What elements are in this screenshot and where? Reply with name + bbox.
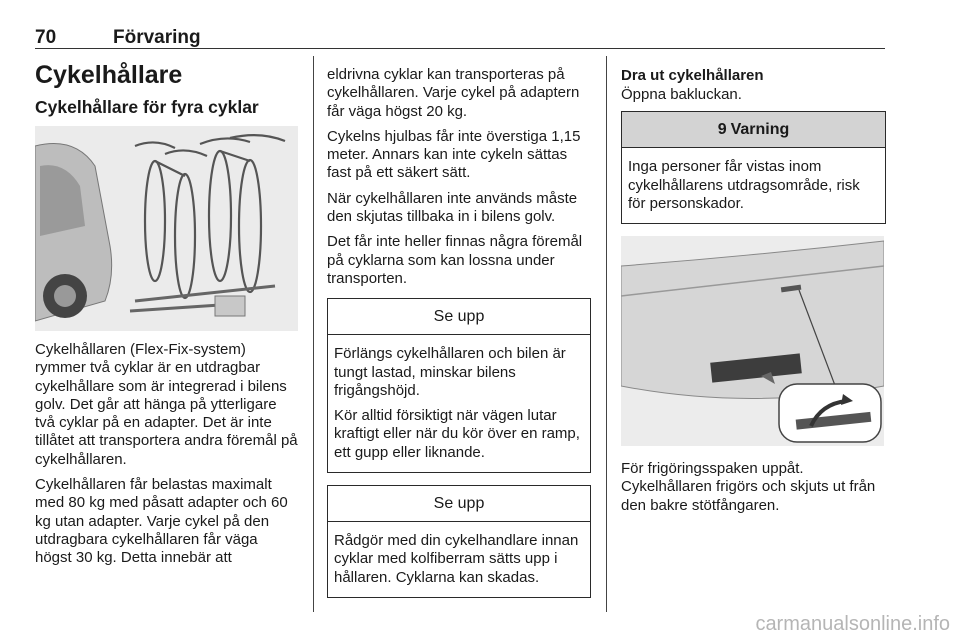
subheading-four-bikes: Cykelhållare för fyra cyklar (35, 97, 259, 117)
page-header (35, 27, 201, 49)
caution-title: Se upp (328, 299, 590, 335)
caution-box (327, 298, 591, 473)
subheading-pull-out: Dra ut cykelhållaren (621, 67, 764, 84)
body-paragraph: eldrivna cyklar kan transporteras på cykelhållaren. Varje cykel på adaptern får väga högst 20 kg. (327, 66, 580, 120)
watermark: carmanualsonline.info (755, 613, 950, 635)
bike-carrier-illustration (35, 126, 298, 331)
caution-text: Förlängs cykelhållaren och bilen är tungt lastad, minskar bilens frigångshöjd. (334, 345, 566, 399)
body-paragraph: Öppna bakluckan. (621, 86, 742, 103)
body-paragraph: Det får inte heller finnas några föremål på cyklarna som kan lossna under transporten. (327, 233, 583, 287)
column-3 (621, 56, 886, 522)
column-2 (327, 56, 591, 610)
warning-box (621, 111, 886, 224)
body-paragraph: För frigöringsspaken uppåt. Cykelhållaren frigörs och skjuts ut från den bakre stötfångaren. (621, 460, 876, 514)
page-title: Cykelhållare (35, 61, 183, 89)
bike-carrier-figure (35, 126, 298, 331)
caution-text: Kör alltid försiktigt när vägen lutar kraftigt eller när du kör över en ramp, ett gupp eller liknande. (334, 407, 580, 461)
body-paragraph: Cykelhållaren får belastas maximalt med 80 kg med påsatt adapter och 60 kg utan adapter. Varje cykel på den utdragbara cykelhållaren får väga högst 30 kg. Detta innebär att (35, 476, 288, 567)
caution-text: Rådgör med din cykelhandlare innan cyklar med kolfiberram sätts upp i hållaren. Cyklarna kan skadas. (334, 532, 579, 586)
warning-triangle-icon: 9 (717, 121, 727, 139)
page-number: 70 (35, 27, 57, 48)
warning-text: Inga personer får vistas inom cykelhållarens utdragsområde, risk för personskador. (628, 158, 860, 212)
body-paragraph: Cykelhållaren (Flex-Fix-system) rymmer två cyklar är en utdragbar cykelhållare som är integrerad i bilens golv. Det går att hänga på ytterligare två cyklar på en adapter. Det är inte tillåtet att transportera andra föremål på cykelhållaren. (35, 341, 298, 468)
column-divider-1 (313, 56, 314, 612)
body-paragraph: När cykelhållaren inte används måste den skjutas tillbaka in i bilens golv. (327, 189, 578, 226)
caution-title: Se upp (328, 486, 590, 522)
body-paragraph: Cykelns hjulbas får inte överstiga 1,15 meter. Annars kan inte cykeln sättas fast på ett säkert sätt. (327, 127, 581, 182)
release-lever-illustration (621, 236, 884, 446)
column-1 (35, 56, 298, 575)
caution-box (327, 485, 591, 598)
header-divider (35, 48, 885, 49)
release-lever-figure (621, 236, 884, 446)
warning-title: Varning (730, 121, 790, 139)
warning-header (622, 112, 885, 148)
column-divider-2 (606, 56, 607, 612)
section-title: Förvaring (113, 27, 201, 48)
